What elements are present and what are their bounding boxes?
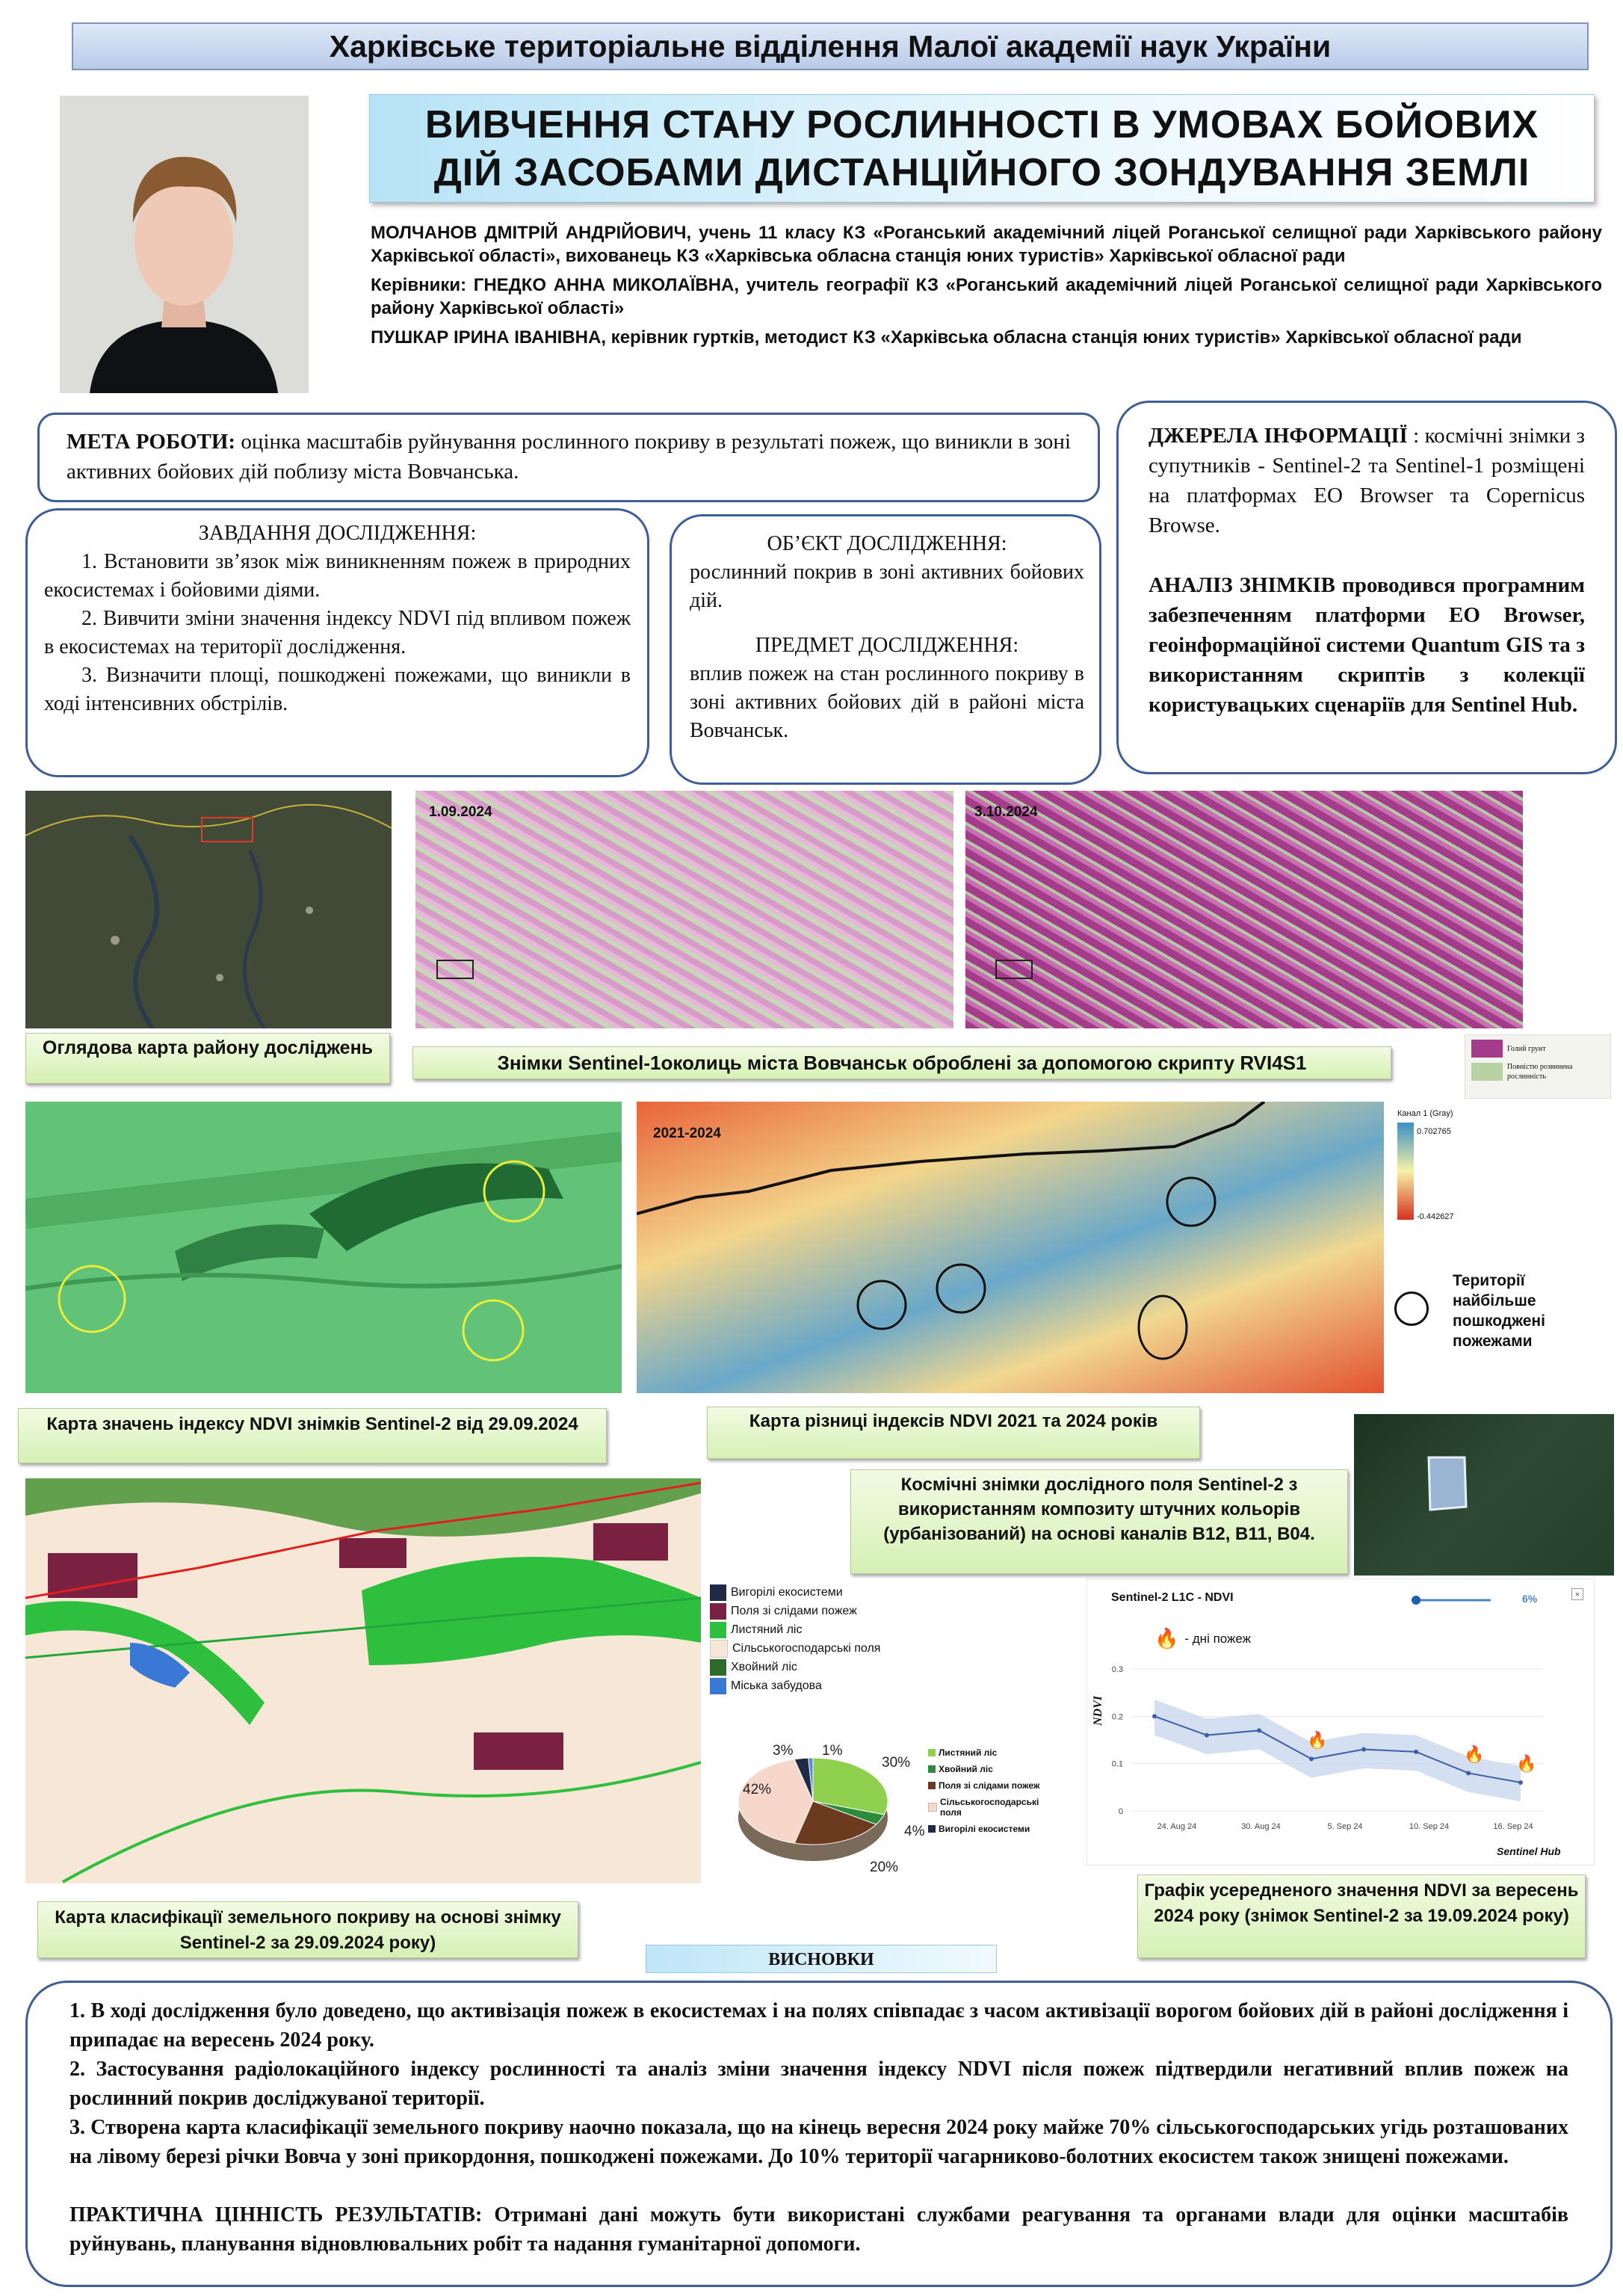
legend-label: Міська забудова [731,1679,822,1692]
ndvi-line-chart [1087,1579,1595,1866]
pie-legend-swatch [928,1765,936,1773]
composite-caption: Космічні знімки дослідного поля Sentinel-2 з використанням композиту штучних кольорів (урбанізований) на основі каналів B12, B11, B04. [850,1469,1348,1574]
legend-row [710,1602,889,1620]
legend-row [710,1639,889,1658]
y-tick-label: 0.1 [1111,1759,1123,1769]
sentinel1-image-2 [965,791,1523,1028]
ndvi-map [25,1102,622,1393]
pie-legend-swatch [928,1782,936,1789]
legend-row [710,1620,889,1639]
sentinel1-date-2: 3.10.2024 [974,804,1038,820]
legend-swatch [710,1678,726,1694]
conclusion-1: 1. В ході дослідження було доведено, що активізація пожеж в екосистемах і на полях співпадає з часом активізації ворогом бойових дій в районі дослідження і припадає на вересень 2024 року. [69,1999,1568,2052]
vegetation-label: Повністю розвинена рослинність [1507,1063,1573,1081]
conclusion-3: 3. Створена карта класифікації земельного покриву наочно показала, що на кінець вересня 2024 року майже 70% сільськогосподарських угідь розташованих на лівому березі річки Вовча у зоні прикордоння, пошкоджені пожежами. До 10% території чагарниково-болотних екосистем також знищені пожежами. [69,2116,1568,2168]
legend-label: Сільськогосподарські поля [732,1641,881,1655]
practical-label: ПРАКТИЧНА ЦІННІСТЬ РЕЗУЛЬТАТІВ: [69,2203,483,2226]
ndvi-point [1205,1733,1209,1738]
task-3: 3. Визначити площі, пошкоджені пожежами, що виникли в ході інтенсивних обстрілів. [44,664,631,715]
object-text: рослинний покрив в зоні активних бойових дій. [690,561,1084,612]
analysis-paragraph [1149,570,1585,720]
title-box [369,94,1595,203]
pie-legend [928,1747,1063,1840]
pie-legend-swatch [928,1803,937,1812]
analysis-text: проводився програмним забезпеченням платформи EO Browser, геоінформаційної системи Quantum GIS та з використанням скриптів з колекції користувацьких сценаріїв для Sentinel Hub. [1149,573,1585,717]
subject-heading: ПРЕДМЕТ ДОСЛІДЖЕННЯ: [755,634,1019,657]
cloud-value: 6% [1522,1593,1538,1605]
pie-label: 1% [822,1743,843,1759]
authors-block [371,221,1602,349]
practical-value [69,2200,1568,2259]
graph-caption: Графік усередненого значення NDVI за вересень 2024 року (знімок Sentinel-2 за 19.09.2024 року) [1137,1874,1586,1958]
ndvi-point [1414,1750,1418,1754]
ndvi-point [1152,1714,1157,1718]
fire-legend [1154,1627,1251,1650]
legend-row [710,1583,889,1602]
legend-swatch [710,1584,726,1601]
ndvi-point [1309,1756,1314,1761]
title-line-2: ДІЙ ЗАСОБАМИ ДИСТАНЦІЙНОГО ЗОНДУВАННЯ ЗЕМЛІ [433,151,1530,194]
goal-label: МЕТА РОБОТИ: [67,430,236,454]
task-1: 1. Встановити зв’язок між виникненням пожеж в природних екосистемах і бойовими діями. [44,550,631,602]
pie-chart-panel [716,1734,1063,1880]
legend-label: Поля зі слідами пожеж [731,1604,857,1617]
pie-label: 42% [743,1782,772,1797]
pie-legend-swatch [928,1749,936,1756]
close-icon[interactable]: × [1571,1588,1583,1600]
bare-soil-label: Голий грунт [1507,1044,1546,1053]
pie-legend-row [928,1797,1063,1818]
composite-image [1354,1414,1614,1576]
ndvi-point [1518,1780,1523,1785]
pie-legend-label: Вигорілі екосистеми [939,1824,1030,1834]
author-desc: учень 11 класу КЗ «Роганський академічний ліцей Роганської селищної ради Харківського району Харківської області», вихованець КЗ «Харківська обласна станція юних туристів» Харківської обласної ради [371,223,1603,266]
supervisor-1-line [371,274,1602,320]
fire-marker: 🔥 [1464,1744,1485,1764]
sentinel1-caption: Знімки Sentinel-1околиць міста Вовчанськ оброблені за допомогою скрипту RVI4S1 [412,1046,1391,1079]
supervisor-1-desc: учитель географії КЗ «Роганський академічний ліцей Роганської селищної ради Харківського району Харківської області» [371,275,1602,318]
sources-text: : космічні знімки з супутників - Sentinel-2 та Sentinel-1 розміщені на платформах EO Browser та Copernicus Browse. [1149,424,1585,537]
difference-scale [1397,1109,1480,1236]
y-tick-label: 0.3 [1111,1665,1123,1674]
y-axis-label: NDVI [1092,1695,1104,1726]
supervisor-1-name: ГНЕДКО АННА МИКОЛАЇВНА, [473,275,740,295]
practical-text: Отримані дані можуть бути використані службами реагування та органами влади для оцінки масштабів руйнувань, планування відновлювальних робіт та надання гуманітарної допомоги. [69,2203,1568,2256]
classification-legend [710,1583,889,1695]
task-2: 2. Вивчити зміни значення індексу NDVI під впливом пожеж в екосистемах на території дослідження. [44,607,631,658]
legend-label: Листяний ліс [731,1623,803,1636]
scale-title: Канал 1 (Gray) [1397,1109,1453,1118]
x-tick-label: 24. Aug 24 [1157,1822,1197,1831]
legend-label: Вигорілі екосистеми [731,1585,843,1599]
legend-label: Хвойний ліс [731,1660,797,1673]
burn-legend-text: Території найбільше пошкоджені пожежами [1453,1272,1545,1350]
pie-legend-label: Поля зі слідами пожеж [939,1780,1040,1791]
author-line [371,221,1602,268]
y-tick-label: 0 [1118,1807,1123,1816]
pie-label: 4% [904,1824,925,1839]
object-box [670,514,1101,785]
ndvi-difference-map [637,1102,1384,1393]
pie-label: 3% [773,1743,794,1759]
supervisor-2-line [371,326,1602,349]
fire-marker: 🔥 [1307,1730,1328,1750]
legend-row [710,1658,889,1676]
overview-caption: Оглядова карта району досліджень [25,1033,390,1084]
conclusion-2: 2. Застосування радіолокаційного індексу рослинності та аналіз зміни значення індексу NDVI після пожеж підтвердили негативний вплив пожеж на рослинний покрив досліджуваної території. [69,2058,1568,2110]
fire-icon: 🔥 [1154,1627,1179,1650]
pie-legend-row [928,1780,1063,1791]
graph-title: Sentinel-2 L1C - NDVI [1111,1591,1234,1604]
fire-legend-label: - дні пожеж [1184,1631,1252,1646]
legend-swatch [710,1659,726,1676]
vegetation-swatch [1471,1063,1503,1081]
x-tick-label: 16. Sep 24 [1493,1822,1533,1831]
sentinel1-legend [1465,1034,1611,1099]
subject-text: вплив пожеж на стан рослинного покриву в зоні активних бойових дій в районі міста Вовчанськ. [690,662,1084,742]
burn-legend-circle [1394,1292,1429,1326]
pie-legend-label: Листяний ліс [939,1747,998,1758]
goal-text: оцінка масштабів руйнування рослинного покриву в результаті пожеж, що виникли в зоні активних бойових дій поблизу міста Вовчанська. [67,430,1072,484]
sources-paragraph [1149,421,1585,540]
bare-soil-swatch [1471,1040,1503,1058]
institution-text: Харківське територіальне відділення Малої академії наук України [329,28,1332,64]
watermark: Sentinel Hub [1497,1845,1561,1857]
supervisor-2-desc: керівник гуртків, методист КЗ «Харківська обласна станція юних туристів» Харківської обласної ради [606,327,1522,348]
ndvi-graph-panel [1086,1578,1595,1866]
fire-marker: 🔥 [1516,1754,1537,1773]
goal-box [37,413,1100,502]
pie-label: 30% [882,1755,911,1771]
pie-legend-row [928,1824,1063,1834]
author-name: МОЛЧАНОВ ДМІТРІЙ АНДРІЙОВИЧ, [371,223,692,243]
ndvi-point [1466,1771,1471,1775]
pie-legend-row [928,1747,1063,1758]
classification-map [25,1478,701,1883]
ndvi-point [1361,1747,1366,1752]
supervisor-2-name: ПУШКАР ІРИНА ІВАНІВНА, [371,327,607,348]
conclusions-heading: ВИСНОВКИ [646,1945,997,1973]
legend-swatch [710,1640,728,1658]
legend-row [710,1676,889,1695]
y-tick-label: 0.2 [1111,1712,1123,1722]
conclusions-box [25,1981,1613,2287]
x-tick-label: 10. Sep 24 [1409,1822,1450,1831]
sentinel1-date-1: 1.09.2024 [429,804,492,820]
cloud-slider-handle[interactable] [1412,1596,1420,1605]
sources-box [1116,401,1617,774]
institution-banner [72,22,1589,70]
sentinel1-image-1 [415,791,953,1028]
legend-swatch [710,1603,726,1620]
scale-bar [1397,1123,1414,1220]
legend-bare-soil [1471,1040,1604,1058]
pie-legend-row [928,1764,1063,1774]
pie-legend-label: Сільськогосподарські поля [939,1797,1039,1818]
author-photo [60,96,309,393]
overview-map [25,791,392,1028]
supervisors-label: Керівники: [371,275,474,295]
difference-label: 2021-2024 [653,1126,721,1141]
title-line-1: ВИВЧЕННЯ СТАНУ РОСЛИННОСТІ В УМОВАХ БОЙОВИХ [424,103,1539,146]
ndvi-caption: Карта значень індексу NDVI знімків Sentinel-2 від 29.09.2024 [18,1408,607,1463]
tasks-heading: ЗАВДАННЯ ДОСЛІДЖЕННЯ: [198,522,477,545]
legend-swatch [710,1622,726,1638]
legend-vegetation [1471,1062,1604,1081]
ndvi-point [1257,1728,1261,1732]
scale-box [995,960,1033,979]
scale-max: 0.702765 [1417,1127,1451,1136]
pie-legend-swatch [928,1825,936,1833]
x-tick-label: 5. Sep 24 [1327,1822,1363,1831]
tasks-box [25,508,649,777]
analysis-label: АНАЛІЗ ЗНІМКІВ [1149,573,1335,597]
pie-legend-label: Хвойний ліс [939,1764,993,1774]
x-tick-label: 30. Aug 24 [1241,1822,1281,1831]
object-heading: ОБ’ЄКТ ДОСЛІДЖЕННЯ: [767,532,1007,555]
sources-label: ДЖЕРЕЛА ІНФОРМАЦІЇ [1149,424,1408,448]
scale-min: -0.442627 [1417,1212,1454,1221]
pie-label: 20% [870,1860,899,1875]
scale-box [436,960,474,979]
classification-caption: Карта класифікації земельного покриву на основі знімку Sentinel-2 за 29.09.2024 року) [37,1901,578,1958]
difference-caption: Карта різниці індексів NDVI 2021 та 2024 років [707,1407,1200,1459]
